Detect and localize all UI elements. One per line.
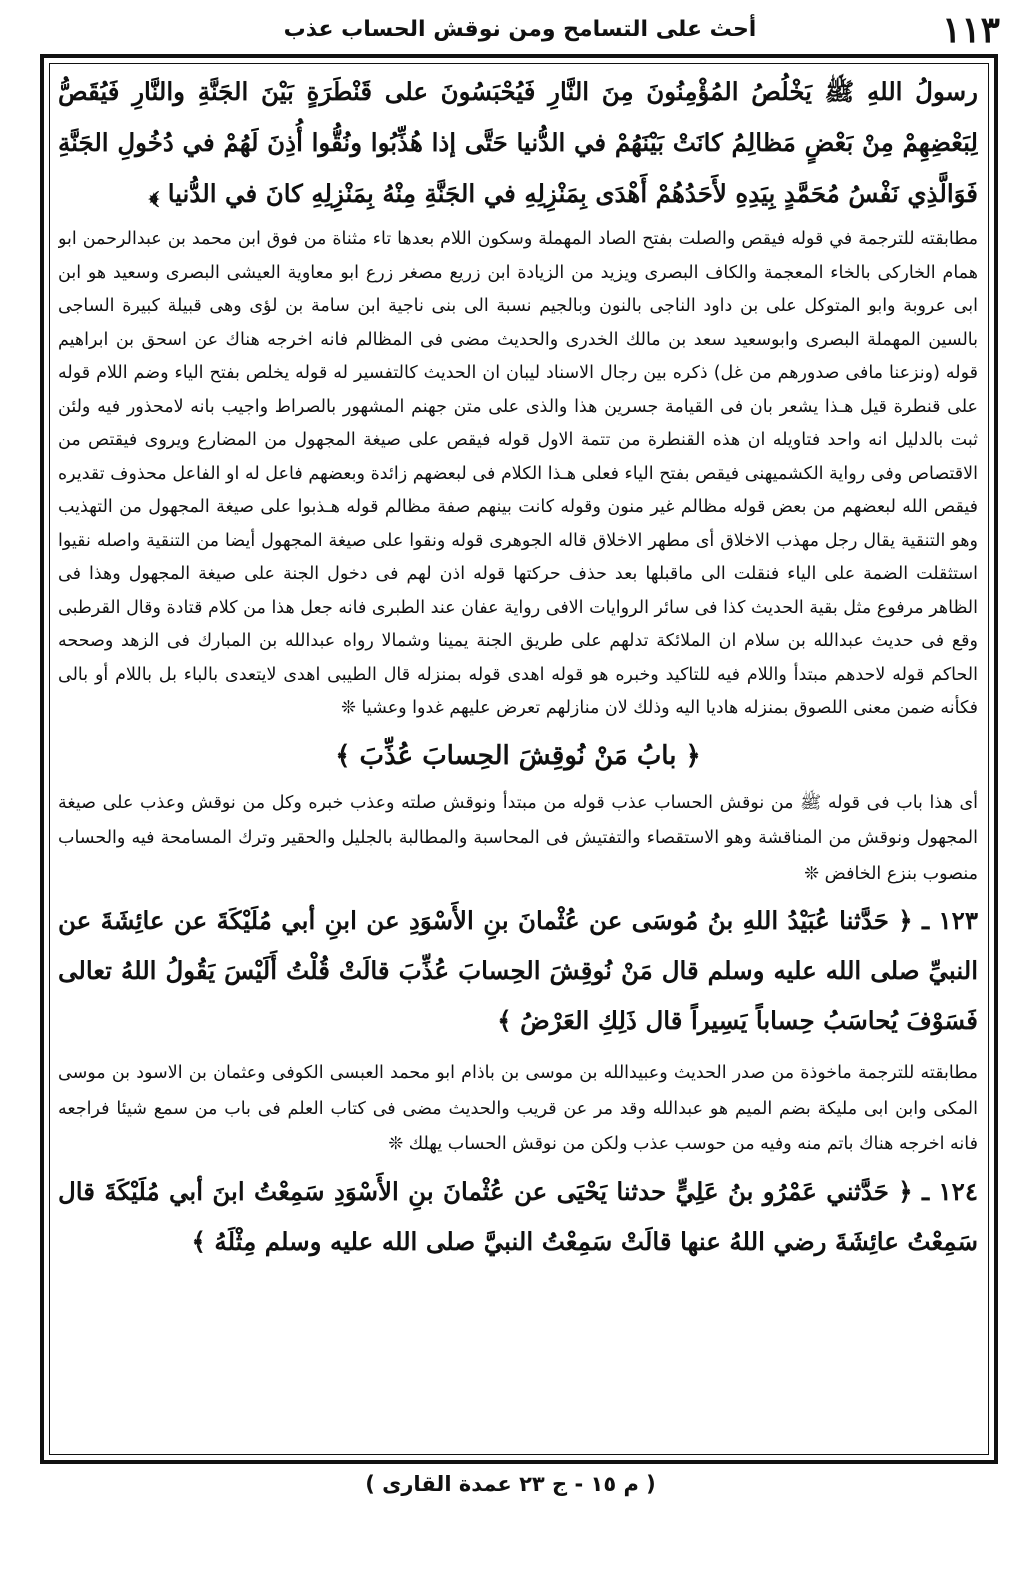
commentary-text: أی هذا باب فی قوله ﷺ من نوقش الحساب عذب قوله من مبتدأ ونوقش صلته وعذب خبره وكل من نوقش وعذب علی صيغة المجهول ونوقش من المناقشة وهو الاستقصاء والتفتيش فی المحاسبة والمطالبة بالجليل والحقير وترك المسامحة فيه والحساب منصوب بنزع الخافض ❊ (58, 792, 978, 884)
hadith-text: ١٢٣ ـ ﴿ حَدَّثنا عُبَيْدُ اللهِ بنُ مُوسَى عن عُثْمانَ بنِ الأَسْوَدِ عن ابنِ أبي مُلَيْكَةَ عن عائِشَةَ عن النبيِّ صلى الله عليه وسلم قال مَنْ نُوقِشَ الحِسابَ عُذِّبَ قالَتْ قُلْتُ أَلَيْسَ يَقُولُ اللهُ تعالى فَسَوْفَ يُحاسَبُ حِساباً يَسِيراً قال ذَلِكِ العَرْضُ ﴾ (58, 906, 978, 1036)
running-title: أحث على التسامح ومن نوقش الحساب عذب (283, 17, 757, 42)
page-content (58, 66, 978, 1452)
commentary-text: مطابقته للترجمة في قوله فيقص والصلت بفتح الصاد المهملة وسكون اللام بعدها تاء مثناة من فوق ابن محمد بن عبدالرحمن ابو همام الخارکی بالخاء المعجمة والكاف البصری ويزيد من الزيادة ابن زريع مصغر زرع ابو معاوية العيشی البصری وسعيد هو ابن ابی عروبة وابو المتوكل علی بن داود الناجی بالنون وبالجيم نسبة الی بنی ناجية ابن سامة بن لؤی وهی قبيلة كبيرة الساجی بالسين المهملة البصری وابوسعيد سعد بن مالك الخدری والحديث مضی فی المظالم فانه اخرجه هناك عن اسحق بن ابراهيم قوله (ونزعنا مافی صدورهم من غل) ذكره بين رجال الاسناد ليبان ان الحديث كالتفسير له قوله يخلص بفتح الياء وضم اللام قوله علی قنطرة قيل هـذا يشعر بان فی القيامة جسرين هذا والذی علی متن جهنم المشهور بالصراط واجيب بانه لامحذور فيه ولئن ثبت بالدليل انه واحد فتاويله ان هذه القنطرة من تتمة الاول قوله فيقص علی صيغة المجهول من المضارع ويروی فيقتص من الاقتصاص وفی رواية الكشميهنی فيقص بفتح الياء فعلی هـذا الكلام فی لبعضهم زائدة وبعضهم فاعل له او الفاعل محذوف تقديره فيقص الله لبعضهم من بعض قوله مظالم غير منون وقوله كانت بينهم صفة مظالم قوله هـذبوا علی صيغة المجهول من التهذيب وهو التنقية يقال رجل مهذب الاخلاق أی مطهر الاخلاق قاله الجوهری قوله ونقوا علی صيغة المجهول أيضا من التنقية واصله نقيوا استثقلت الضمة علی الياء فنقلت الی ماقبلها بعد حذف حركتها قوله اذن لهم فی دخول الجنة علی صيغة المجهول وهذا فی الظاهر مرفوع مثل بقية الحديث كذا فی سائر الروايات الافی رواية عفان عند الطبری فانه جعل هذا من كلام قتادة وقال القرطبی وقع فی حديث عبدالله بن سلام ان الملائكة تدلهم علی طريق الجنة يمينا وشمالا رواه عبدالله بن المبارك فی الزهد وصححه الحاكم قوله لاحدهم مبتدأ واللام فيه للتاكيد وخبره هو قوله اهدی قوله بمنزله قال الطيبی اهدی لايتعدی بالباء بل باللام أو بالی فكأنه ضمن معنی اللصوق بمنزله هاديا اليه وذلك لان منازلهم تعرض عليهم غدوا وعشيا ❊ (58, 229, 978, 718)
page-number: ١١٣ (941, 9, 1000, 51)
hadith-text: رسولُ اللهِ ﷺ يَخْلُصُ المُؤْمِنُونَ مِنَ النَّارِ فَيُحْبَسُونَ على قَنْطَرَةٍ بَيْنَ الجَنَّةِ والنَّارِ فَيُقَصُّ لِبَعْضِهِمْ مِنْ بَعْضٍ مَظالِمُ كانَتْ بَيْنَهُمْ في الدُّنيا حَتَّى إذا هُذِّبُوا ونُقُّوا أُذِنَ لَهُمْ في دُخُولِ الجَنَّةِ فَوَالَّذِي نَفْسُ مُحَمَّدٍ بِيَدِهِ لأَحَدُهُمْ أَهْدَى بِمَنْزِلِهِ في الجَنَّةِ مِنْهُ بِمَنْزِلِهِ كانَ في الدُّنيا ﴾ (58, 77, 978, 208)
page-footer: ( م ١٥ - ج ٢٣ عمدة القاری ) (365, 1472, 656, 1496)
commentary-text: مطابقته للترجمة ماخوذة من صدر الحديث وعبيدالله بن موسی بن باذام ابو محمد العبسی الكوفی وعثمان بن الاسود بن موسی المكی وابن ابی مليكة بضم الميم هو عبدالله وقد مر عن قريب والحديث مضی فی كتاب العلم فی باب من سمع شيئا فراجعه فانه اخرجه هناك باتم منه وفيه من حوسب عذب ولكن من نوقش الحساب يهلك ❊ (58, 1063, 978, 1155)
page-header (40, 8, 1000, 52)
chapter-title: ﴿ بابُ مَنْ نُوقِشَ الحِسابَ عُذِّبَ ﴾ (335, 740, 701, 771)
hadith-text: ١٢٤ ـ ﴿ حَدَّثني عَمْرُو بنُ عَلِيٍّ حدثنا يَحْيَى عن عُثْمانَ بنِ الأَسْوَدِ سَمِعْتُ ابنَ أبي مُلَيْكَةَ قال سَمِعْتُ عائِشَةَ رضي اللهُ عنها قالَتْ سَمِعْتُ النبيَّ صلى الله عليه وسلم مِثْلَهُ ﴾ (58, 1177, 978, 1257)
